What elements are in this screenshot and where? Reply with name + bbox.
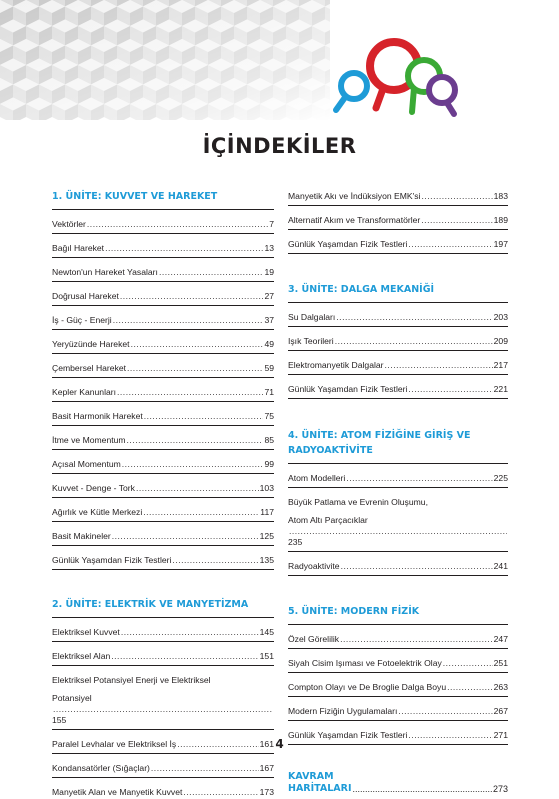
magnifier-logo (332, 28, 482, 128)
unit4-title-line1: 4. ÜNİTE: ATOM FİZİĞİNE GİRİŞ VE (288, 430, 471, 441)
leader-dots (408, 239, 492, 250)
toc-entry-title: Elektromanyetik Dalgalar (288, 360, 384, 370)
toc-entry-title: Su Dalgaları (288, 312, 336, 322)
leader-dots (143, 507, 259, 518)
kavram-haritalari-entry[interactable] (288, 771, 508, 799)
toc-entry-title: Potansiyel (52, 693, 92, 703)
leader-dots (447, 682, 493, 693)
toc-entry-page: 85 (264, 435, 274, 445)
leader-dots (120, 291, 264, 302)
toc-entry-title: İtme ve Momentum (52, 435, 126, 445)
toc-entry-title: Açısal Momentum (52, 459, 121, 469)
toc-entry-title: Doğrusal Hareket (52, 291, 119, 301)
toc-entry-title: Günlük Yaşamdan Fizik Testleri (288, 384, 408, 394)
toc-entry[interactable] (52, 760, 274, 778)
toc-entry-title: Modern Fiziğin Uygulamaları (288, 706, 398, 716)
leader-dots (183, 787, 258, 798)
toc-entry-title: Newton'un Hareket Yasaları (52, 267, 158, 277)
unit4-entries (288, 470, 508, 576)
leader-dots (144, 411, 264, 422)
decorative-cube-pattern (0, 0, 330, 120)
unit5-entries (288, 631, 508, 745)
toc-entry[interactable] (52, 408, 274, 426)
toc-entry-title: Günlük Yaşamdan Fizik Testleri (288, 730, 408, 740)
toc-entry-title: Günlük Yaşamdan Fizik Testleri (288, 239, 408, 249)
leader-dots (127, 435, 264, 446)
leader-dots (289, 526, 507, 537)
leader-dots (112, 531, 259, 542)
toc-entry[interactable] (52, 312, 274, 330)
toc-entry-page: 225 (493, 473, 508, 483)
toc-entry-page: 271 (493, 730, 508, 740)
kavram-title: KAVRAM HARİTALARI (288, 771, 352, 794)
leader-dots (172, 555, 258, 566)
toc-entry-page: 197 (493, 239, 508, 249)
toc-entry-page: 49 (264, 339, 274, 349)
toc-entry-page: 173 (259, 787, 274, 797)
toc-entry[interactable] (52, 504, 274, 522)
toc-entry-title: Radyoaktivite (288, 561, 340, 571)
toc-entry-title: Paralel Levhalar ve Elektriksel İş (52, 739, 177, 749)
toc-entry[interactable] (52, 216, 274, 234)
leader-dots (87, 219, 268, 230)
leader-dots (111, 651, 258, 662)
toc-entry[interactable] (52, 384, 274, 402)
toc-entry[interactable] (52, 288, 274, 306)
toc-entry-title: Elektriksel Alan (52, 651, 111, 661)
toc-entry-page: 189 (493, 215, 508, 225)
toc-entry[interactable] (52, 624, 274, 642)
toc-entry[interactable] (52, 240, 274, 258)
toc-entry[interactable] (52, 784, 274, 799)
toc-entry-page: 241 (493, 561, 508, 571)
toc-entry[interactable] (52, 264, 274, 282)
toc-entry-title: Siyah Cisim Işıması ve Fotoelektrik Olay (288, 658, 442, 668)
toc-right-column (288, 190, 508, 799)
toc-entry-title: Atom Altı Parçacıklar (288, 515, 368, 525)
leader-dots (53, 704, 273, 715)
toc-entry-page: 183 (493, 191, 508, 201)
toc-entry-page: 75 (264, 411, 274, 421)
toc-entry-page: 19 (264, 267, 274, 277)
toc-entry-page: 251 (493, 658, 508, 668)
unit1-entries (52, 216, 274, 570)
toc-entry-title: Işık Teorileri (288, 336, 334, 346)
toc-entry-title: Basit Harmonik Hareket (52, 411, 143, 421)
toc-entry-page: 117 (260, 507, 274, 517)
leader-dots (335, 336, 493, 347)
leader-dots (422, 191, 493, 202)
leader-dots (421, 215, 492, 226)
leader-dots (131, 339, 264, 350)
toc-entry-page: 103 (259, 483, 274, 493)
toc-entry[interactable] (52, 456, 274, 474)
toc-entry-title: Bağıl Hareket (52, 243, 105, 253)
toc-entry-title: Özel Görelilik (288, 634, 340, 644)
toc-entry-page: 155 (52, 715, 67, 725)
unit3-title: 3. ÜNİTE: DALGA MEKANİĞİ (288, 283, 508, 303)
toc-entry-page: 217 (493, 360, 508, 370)
toc-entry-page: 161 (259, 739, 274, 749)
leader-dots (353, 783, 492, 795)
toc-left-column (52, 190, 274, 799)
toc-entry-title: İş - Güç - Enerji (52, 315, 112, 325)
toc-entry[interactable] (288, 381, 508, 399)
toc-entry-title: Elektriksel Kuvvet (52, 627, 120, 637)
toc-entry[interactable] (52, 480, 274, 498)
toc-entry-title-line1: Elektriksel Potansiyel Enerji ve Elektriksel (52, 675, 211, 685)
toc-entry[interactable] (288, 494, 508, 552)
toc-entry-title: Vektörler (52, 219, 86, 229)
toc-entry[interactable] (288, 558, 508, 576)
toc-entry-title: Ağırlık ve Kütle Merkezi (52, 507, 143, 517)
toc-entry[interactable] (288, 333, 508, 351)
leader-dots (346, 473, 492, 484)
leader-dots (443, 658, 493, 669)
toc-entry-title: Basit Makineler (52, 531, 111, 541)
leader-dots (127, 363, 263, 374)
toc-entry[interactable] (288, 470, 508, 488)
toc-entry-title-line1: Büyük Patlama ve Evrenin Oluşumu, (288, 497, 428, 507)
toc-entry-page: 247 (493, 634, 508, 644)
toc-entry-page: 7 (269, 219, 274, 229)
toc-entry[interactable] (288, 212, 508, 230)
unit1-title: 1. ÜNİTE: KUVVET VE HAREKET (52, 190, 274, 210)
toc-entry-title: Kondansatörler (Sığaçlar) (52, 763, 150, 773)
toc-entry[interactable] (52, 552, 274, 570)
leader-dots (159, 267, 264, 278)
toc-entry[interactable] (52, 528, 274, 546)
unit5-title: 5. ÜNİTE: MODERN FİZİK (288, 605, 508, 625)
toc-entry[interactable] (288, 703, 508, 721)
toc-entry-title: Manyetik Akı ve İndüksiyon EMK'si (288, 191, 421, 201)
toc-entry[interactable] (288, 679, 508, 697)
leader-dots (336, 312, 492, 323)
toc-entry[interactable] (52, 360, 274, 378)
toc-entry[interactable] (288, 655, 508, 673)
leader-dots (122, 459, 264, 470)
toc-entry-page: 151 (259, 651, 274, 661)
toc-entry-title: Manyetik Alan ve Manyetik Kuvvet (52, 787, 183, 797)
toc-entry[interactable] (288, 357, 508, 375)
unit2-title: 2. ÜNİTE: ELEKTRİK VE MANYETİZMA (52, 598, 274, 618)
unit4-title (288, 428, 508, 464)
leader-dots (341, 561, 493, 572)
toc-entry[interactable] (52, 672, 274, 730)
toc-entry-title: Alternatif Akım ve Transformatörler (288, 215, 421, 225)
toc-entry-page: 37 (264, 315, 274, 325)
toc-entry-title: Compton Olayı ve De Broglie Dalga Boyu (288, 682, 447, 692)
leader-dots (136, 483, 259, 494)
toc-entry[interactable] (288, 309, 508, 327)
page-number: 4 (275, 737, 284, 751)
toc-entry-title: Günlük Yaşamdan Fizik Testleri (52, 555, 172, 565)
toc-entry[interactable] (288, 631, 508, 649)
toc-entry-page: 263 (493, 682, 508, 692)
toc-entry-page: 221 (493, 384, 508, 394)
toc-entry-page: 59 (264, 363, 274, 373)
toc-entry[interactable] (52, 432, 274, 450)
toc-entry-title: Atom Modelleri (288, 473, 346, 483)
toc-entry-title: Yeryüzünde Hareket (52, 339, 130, 349)
toc-entry[interactable] (52, 648, 274, 666)
kavram-page: 273 (492, 784, 508, 794)
unit2-continued-entries (288, 188, 508, 254)
toc-entry-page: 235 (288, 537, 303, 547)
leader-dots (117, 387, 263, 398)
toc-entry-title: Kepler Kanunları (52, 387, 117, 397)
toc-entry-page: 71 (264, 387, 274, 397)
toc-entry-page: 13 (264, 243, 274, 253)
toc-entry-page: 125 (259, 531, 274, 541)
unit2-entries (52, 624, 274, 799)
leader-dots (105, 243, 263, 254)
toc-entry[interactable] (288, 188, 508, 206)
toc-entry-page: 203 (493, 312, 508, 322)
leader-dots (151, 763, 259, 774)
toc-entry-page: 145 (259, 627, 274, 637)
toc-entry-page: 167 (259, 763, 274, 773)
toc-entry-title: Kuvvet - Denge - Tork (52, 483, 135, 493)
leader-dots (340, 634, 493, 645)
leader-dots (113, 315, 264, 326)
toc-entry[interactable] (52, 336, 274, 354)
toc-entry-title: Çembersel Hareket (52, 363, 127, 373)
toc-entry-page: 135 (259, 555, 274, 565)
toc-entry-page: 209 (493, 336, 508, 346)
leader-dots (398, 706, 492, 717)
leader-dots (121, 627, 259, 638)
page-title: İÇİNDEKİLER (202, 134, 357, 158)
toc-entry-page: 27 (264, 291, 274, 301)
toc-entry-page: 267 (493, 706, 508, 716)
toc-entry[interactable] (288, 236, 508, 254)
unit4-title-line2: RADYOAKTİVİTE (288, 445, 373, 456)
toc-entry-page: 99 (264, 459, 274, 469)
leader-dots (385, 360, 493, 371)
leader-dots (408, 384, 492, 395)
unit3-entries (288, 309, 508, 399)
